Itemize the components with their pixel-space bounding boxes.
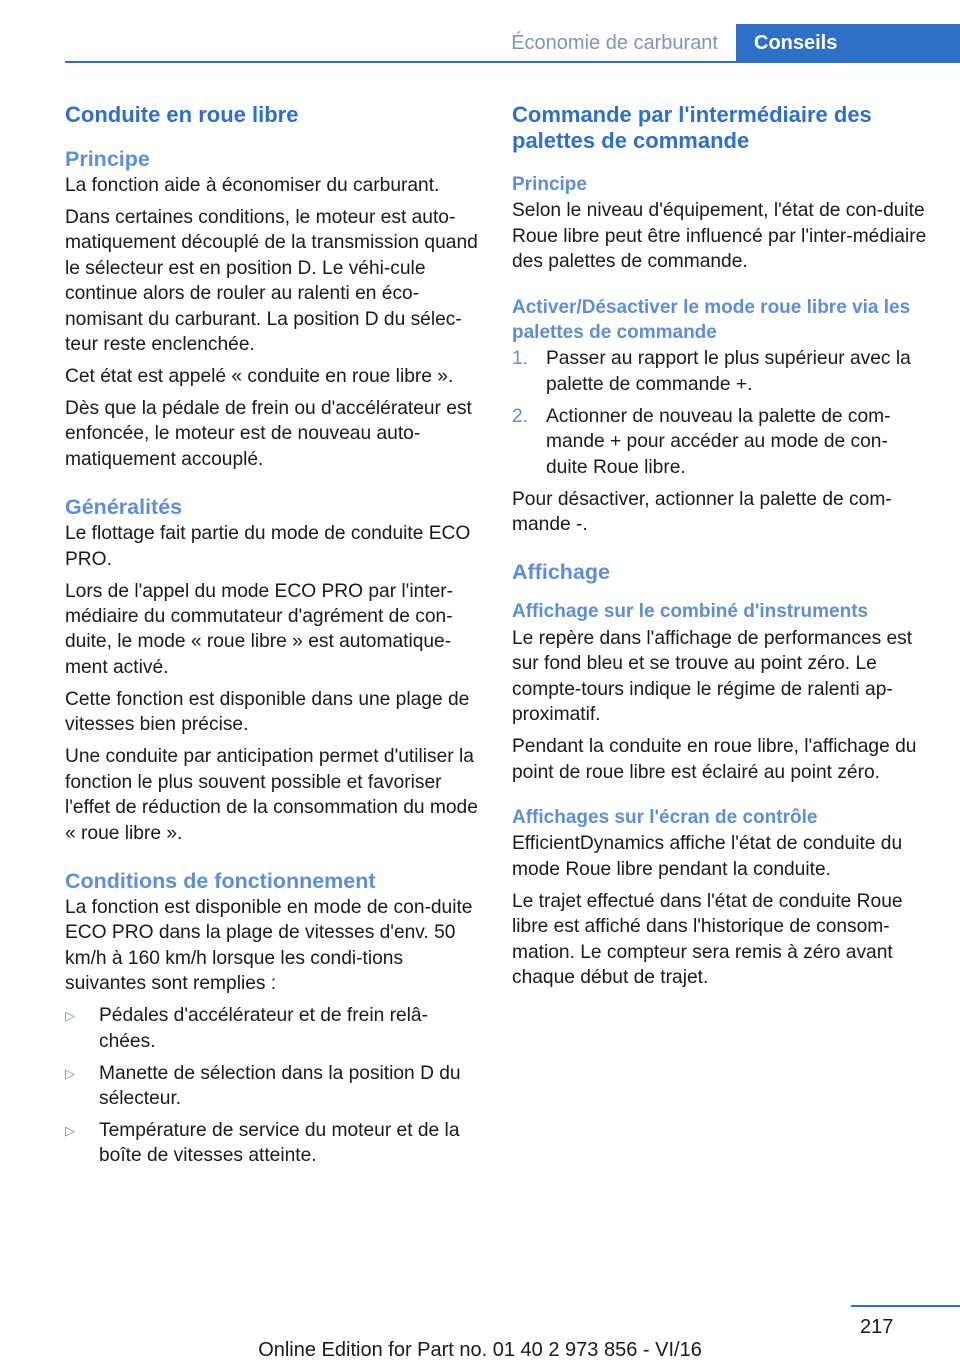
step-number: 1. [512, 348, 529, 370]
paragraph: Cet état est appelé « conduite en roue libre ». [65, 366, 454, 388]
footer-edition-text: Online Edition for Part no. 01 40 2 973 856 - VI/16 [258, 1339, 702, 1361]
paragraph: La fonction aide à économiser du carburant. [65, 175, 440, 196]
list-item-text: Manette de sélection dans la position D du sélecteur. [99, 1062, 461, 1109]
right-column [512, 102, 927, 997]
heading-ecran-controle: Affichages sur l'écran de contrôle [512, 806, 818, 828]
paragraph: Cette fonction est disponible dans une plage de vitesses bien précise. [65, 688, 470, 736]
paragraph: Une conduite par anticipation permet d'utiliser la fonction le plus souvent possible et favoriser l'effet de réduction de la consommation du mode « roue libre ». [65, 746, 478, 844]
list-item [512, 346, 927, 397]
page-header [511, 24, 960, 62]
heading-principe: Principe [65, 147, 150, 171]
paragraph: Le trajet effectué dans l'état de conduite Roue libre est affiché dans l'historique de consom-mation. Le compteur sera remis à zéro avant chaque début de trajet. [512, 890, 903, 988]
left-column [65, 102, 480, 1175]
paragraph: Pendant la conduite en roue libre, l'affichage du point de roue libre est éclairé au point zéro. [512, 736, 917, 783]
section-title-roue-libre: Conduite en roue libre [65, 102, 299, 127]
footer-edition [0, 1339, 960, 1362]
header-section-title[interactable]: Économie de carburant [511, 32, 718, 54]
header-rule [65, 61, 960, 63]
heading-activer-desactiver: Activer/Désactiver le mode roue libre via les palettes de commande [512, 296, 911, 344]
conditions-list [65, 1003, 480, 1169]
triangle-bullet-icon: ▷ [65, 1065, 75, 1081]
step-number: 2. [512, 405, 529, 427]
heading-conditions: Conditions de fonctionnement [65, 868, 376, 893]
steps-list [512, 346, 927, 480]
paragraph: Dès que la pédale de frein ou d'accélérateur est enfoncée, le moteur est de nouveau auto-matiquement accouplé. [65, 398, 472, 470]
paragraph: Lors de l'appel du mode ECO PRO par l'inter-médiaire du commutateur d'agrément de con-duite, le mode « roue libre » est automatique-ment activé. [65, 580, 454, 678]
heading-principe-palettes: Principe [512, 174, 587, 195]
heading-combine-instruments: Affichage sur le combiné d'instruments [512, 601, 869, 623]
step-text: Passer au rapport le plus supérieur avec la palette de commande +. [546, 348, 911, 395]
list-item [65, 1003, 480, 1054]
paragraph: Le repère dans l'affichage de performances est sur fond bleu et se trouve au point zéro. Le compte-tours indique le régime de ralenti ap-proximatif. [512, 627, 913, 726]
list-item [65, 1061, 480, 1112]
footer-rule [851, 1305, 960, 1307]
list-item-text: Pédales d'accélérateur et de frein relâ-chées. [99, 1005, 428, 1052]
list-item [65, 1118, 480, 1169]
list-item [512, 404, 927, 480]
paragraph: Selon le niveau d'équipement, l'état de con-duite Roue libre peut être influencé par l'inter-médiaire des palettes de commande. [512, 200, 927, 273]
triangle-bullet-icon: ▷ [65, 1122, 75, 1138]
step-text: Actionner de nouveau la palette de com-mande + pour accéder au mode de con-duite Roue libre. [546, 405, 891, 478]
paragraph: Dans certaines conditions, le moteur est auto-matiquement découplé de la transmission quand le sélecteur est en position D. Le véhi-cule continue alors de rouler au ralenti en éco-nomisant du carburant. La position D du sélec-teur reste enclenchée. [65, 207, 478, 356]
page-number: 217 [860, 1316, 894, 1338]
paragraph: EfficientDynamics affiche l'état de conduite du mode Roue libre pendant la conduite. [512, 833, 903, 880]
paragraph: Pour désactiver, actionner la palette de com-mande -. [512, 488, 892, 536]
header-chapter-tab[interactable]: Conseils [736, 24, 960, 62]
paragraph: La fonction est disponible en mode de con-duite ECO PRO dans la plage de vitesses d'env. 50 km/h à 160 km/h lorsque les condi-tions suivantes sont remplies : [65, 896, 473, 995]
triangle-bullet-icon: ▷ [65, 1008, 75, 1024]
heading-affichage: Affichage [512, 560, 610, 585]
heading-generalites: Généralités [65, 495, 183, 520]
section-title-palettes: Commande par l'intermédiaire des palettes de commande [512, 102, 872, 153]
list-item-text: Température de service du moteur et de la boîte de vitesses atteinte. [99, 1119, 460, 1167]
paragraph: Le flottage fait partie du mode de conduite ECO PRO. [65, 523, 471, 570]
